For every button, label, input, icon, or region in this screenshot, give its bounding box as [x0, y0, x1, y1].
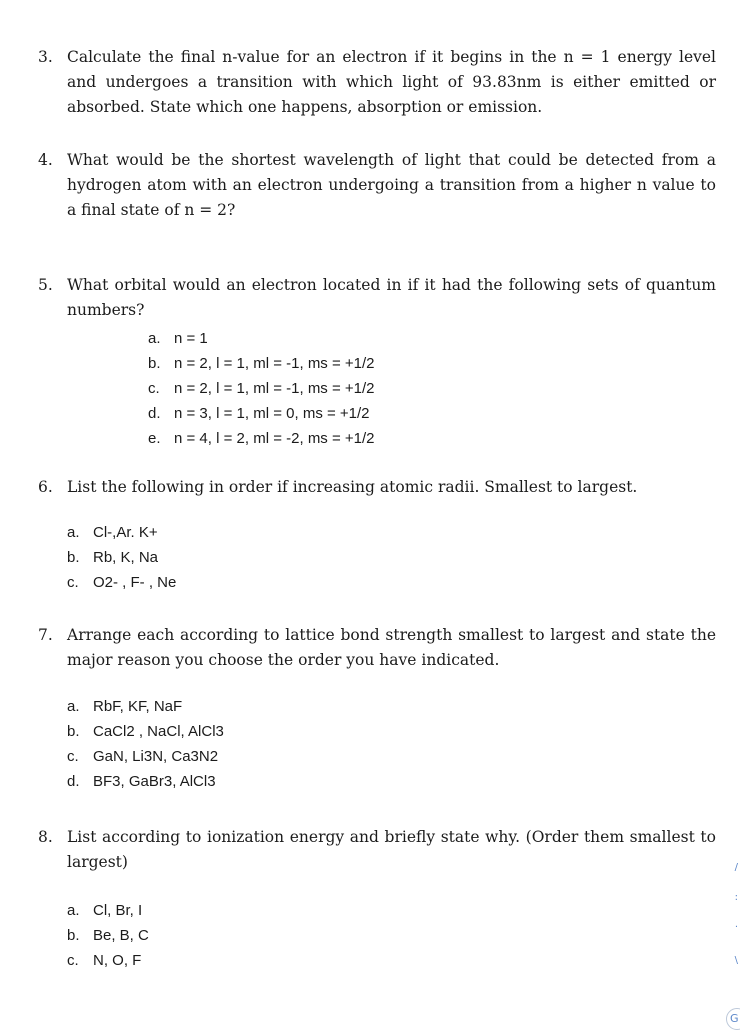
list-item: c. N, O, F: [67, 952, 142, 969]
edge-mark: ·: [734, 922, 738, 933]
question-number: 3.: [38, 48, 53, 66]
answer-options: [67, 898, 716, 973]
list-item: c. GaN, Li3N, Ca3N2: [67, 748, 219, 765]
question-number: 6.: [38, 478, 53, 496]
edge-mark: /: [734, 862, 738, 873]
question-5: [38, 273, 716, 451]
answer-options: [67, 520, 716, 595]
list-item: d. BF3, GaBr3, AlCl3: [67, 773, 216, 790]
question-8: [38, 825, 716, 973]
list-item: c. n = 2, l = 1, ml = -1, ms = +1/2: [148, 380, 375, 397]
question-3: [38, 45, 716, 120]
question-number: 8.: [38, 828, 53, 846]
edge-mark: :: [734, 892, 738, 903]
question-text: List the following in order if increasing atomic radii. Smallest to largest.: [67, 478, 638, 496]
list-item: b. n = 2, l = 1, ml = -1, ms = +1/2: [148, 355, 375, 372]
list-item: d. n = 3, l = 1, ml = 0, ms = +1/2: [148, 405, 370, 422]
list-item: a. Cl, Br, I: [67, 902, 143, 919]
grammarly-icon[interactable]: G: [726, 1008, 740, 1030]
question-7: [38, 623, 716, 794]
question-number: 7.: [38, 626, 53, 644]
list-item: e. n = 4, l = 2, ml = -2, ms = +1/2: [148, 430, 375, 447]
list-item: a. Cl-,Ar. K+: [67, 524, 158, 541]
list-item: b. Rb, K, Na: [67, 549, 159, 566]
question-text: What orbital would an electron located in if it had the following sets of quantum numbers?: [67, 276, 716, 319]
question-4: [38, 148, 716, 223]
question-text: List according to ionization energy and briefly state why. (Order them smallest to largest): [67, 828, 716, 871]
question-text: Calculate the final n-value for an electron if it begins in the n = 1 energy level and undergoes a transition with which light of 93.83nm is either emitted or absorbed. State which one happens, absorption or emission.: [67, 48, 716, 116]
answer-options: [67, 694, 716, 794]
list-item: a. n = 1: [148, 330, 208, 347]
question-text: What would be the shortest wavelength of light that could be detected from a hydrogen atom with an electron undergoing a transition from a higher n value to a final state of n = 2?: [67, 151, 716, 219]
question-text: Arrange each according to lattice bond strength smallest to largest and state the major reason you choose the order you have indicated.: [67, 626, 716, 669]
list-item: c. O2- , F- , Ne: [67, 574, 177, 591]
list-item: b. CaCl2 , NaCl, AlCl3: [67, 723, 224, 740]
answer-options: [148, 326, 716, 451]
list-item: a. RbF, KF, NaF: [67, 698, 183, 715]
question-6: [38, 475, 716, 595]
question-number: 5.: [38, 276, 53, 294]
edge-mark: \: [734, 955, 738, 966]
list-item: b. Be, B, C: [67, 927, 149, 944]
question-number: 4.: [38, 151, 53, 169]
